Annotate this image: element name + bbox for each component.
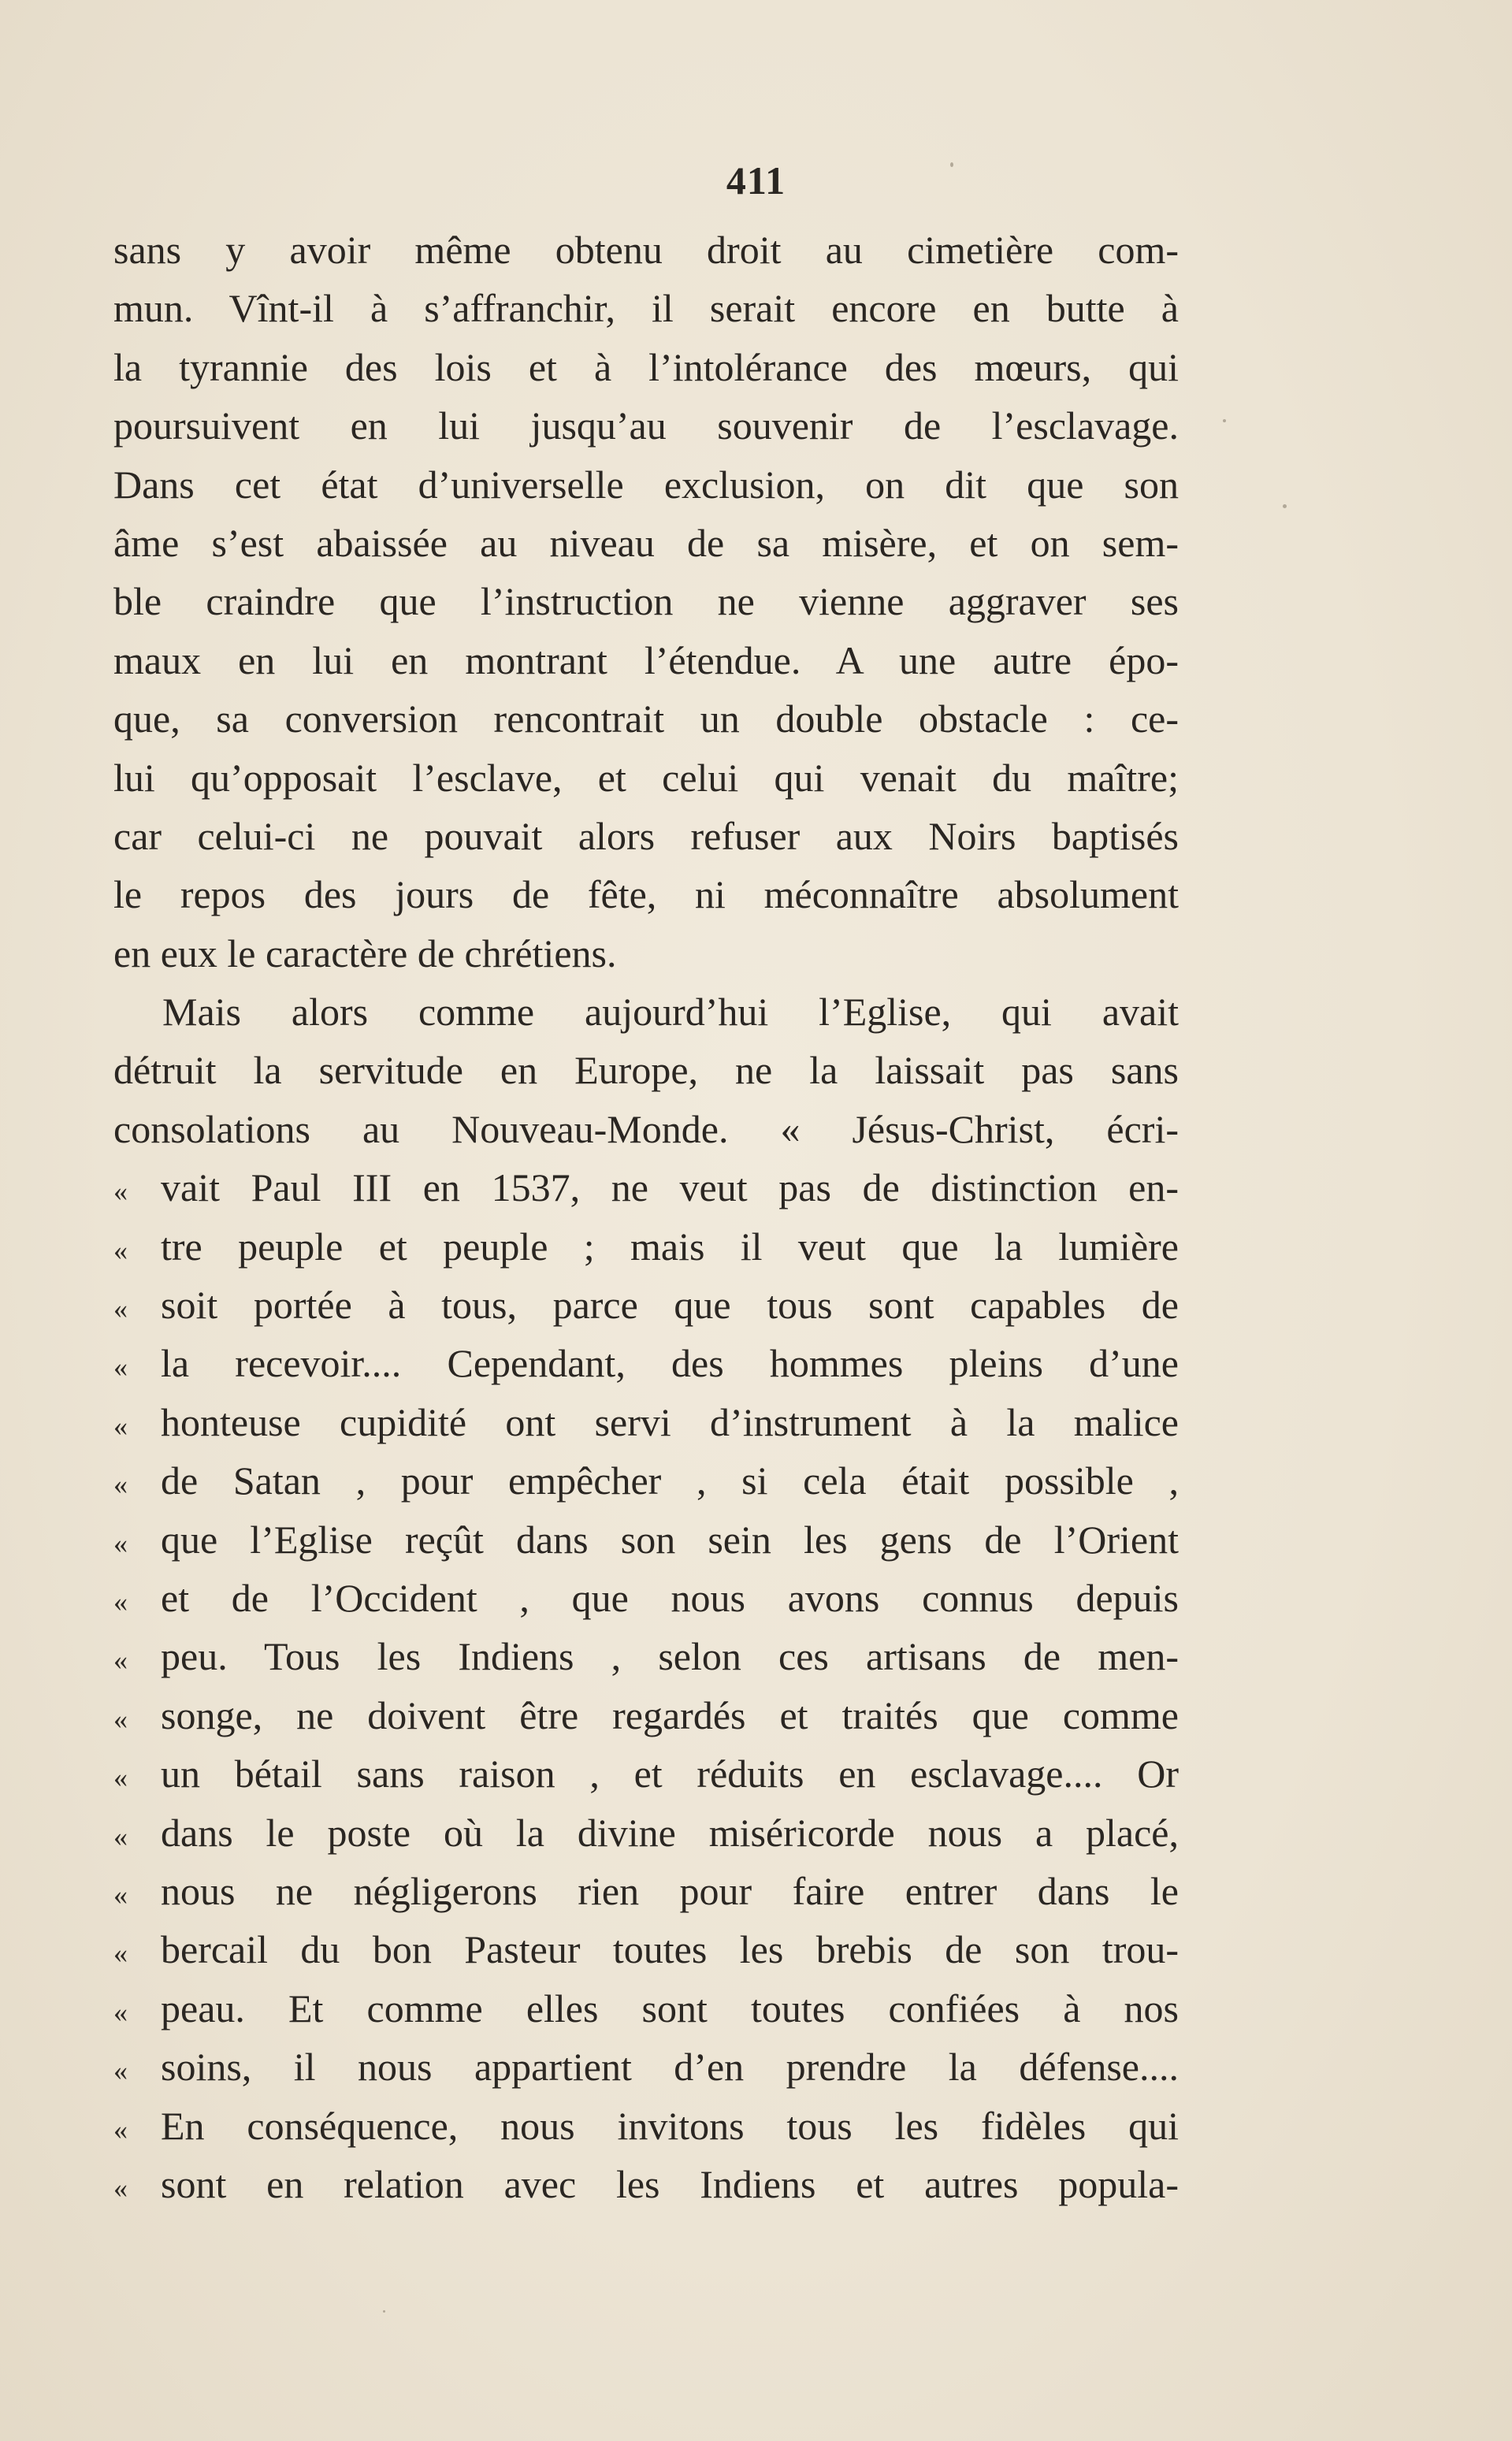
- text-line: ble craindre que l’instruction ne vienne aggraver ses: [113, 579, 1179, 624]
- paper-speck: [1223, 419, 1226, 422]
- quote-text: dans le poste où la divine miséricorde nous a placé,: [161, 1810, 1179, 1855]
- quote-line: [113, 1393, 1179, 1451]
- guillemet-mark: «: [113, 1644, 128, 1677]
- paper-speck: [1283, 504, 1287, 508]
- paragraph-1: [113, 221, 1179, 983]
- guillemet-mark: «: [113, 1938, 128, 1970]
- quote-text: et de l’Occident , que nous avons connus depuis: [161, 1575, 1179, 1620]
- text-line: consolations au Nouveau-Monde. « Jésus-Christ, écri-: [113, 1106, 1179, 1151]
- guillemet-mark: «: [113, 1234, 128, 1266]
- guillemet-mark: «: [113, 1176, 128, 1208]
- guillemet-mark: «: [113, 1762, 128, 1794]
- paragraph-2: [113, 983, 1179, 2213]
- quote-line: [113, 2097, 1179, 2155]
- guillemet-mark: «: [113, 1820, 128, 1852]
- text-line: mun. Vînt-il à s’affranchir, il serait encore en butte à: [113, 286, 1179, 331]
- quote-text: songe, ne doivent être regardés et traités que comme: [161, 1692, 1179, 1737]
- quote-line: [113, 1158, 1179, 1217]
- quote-line: [113, 1334, 1179, 1392]
- text-line: poursuivent en lui jusqu’au souvenir de l’esclavage.: [113, 403, 1179, 448]
- quote-text: bercail du bon Pasteur toutes les brebis de son trou-: [161, 1927, 1179, 1972]
- quote-line: [113, 1451, 1179, 1510]
- guillemet-mark: «: [113, 1293, 128, 1325]
- quote-line: [113, 2155, 1179, 2213]
- guillemet-mark: «: [113, 1996, 128, 2028]
- text-line: le repos des jours de fête, ni méconnaître absolument: [113, 872, 1179, 917]
- quote-line: [113, 1686, 1179, 1744]
- guillemet-mark: «: [113, 1351, 128, 1384]
- text-line: en eux le caractère de chrétiens.: [113, 931, 617, 975]
- papal-quotation: [113, 1158, 1179, 2213]
- text-line: la tyrannie des lois et à l’intolérance des mœurs, qui: [113, 344, 1179, 389]
- quote-text: tre peuple et peuple ; mais il veut que la lumière: [161, 1224, 1179, 1269]
- quote-line: [113, 1627, 1179, 1685]
- page-number: 411: [726, 158, 786, 202]
- paper-speck: [383, 2310, 385, 2313]
- text-line: maux en lui en montrant l’étendue. A une autre épo-: [113, 637, 1179, 682]
- quote-text: honteuse cupidité ont servi d’instrument à la malice: [161, 1399, 1179, 1444]
- guillemet-mark: «: [113, 2172, 128, 2204]
- quote-text: de Satan , pour empêcher , si cela était possible ,: [161, 1458, 1179, 1503]
- guillemet-mark: «: [113, 1703, 128, 1735]
- quote-text: que l’Eglise reçût dans son sein les gens de l’Orient: [161, 1517, 1179, 1562]
- guillemet-mark: «: [113, 1878, 128, 1911]
- quote-line: [113, 1276, 1179, 1334]
- quote-line: [113, 1744, 1179, 1803]
- quote-text: sont en relation avec les Indiens et autres popula-: [161, 2161, 1179, 2206]
- quote-line: [113, 1569, 1179, 1627]
- quote-text: soins, il nous appartient d’en prendre la défense....: [161, 2045, 1179, 2090]
- text-line: car celui-ci ne pouvait alors refuser aux Noirs baptisés: [113, 813, 1179, 858]
- quote-line: [113, 1804, 1179, 1862]
- guillemet-mark: «: [113, 2113, 128, 2146]
- quote-text: vait Paul III en 1537, ne veut pas de distinction en-: [161, 1165, 1179, 1210]
- text-line: détruit la servitude en Europe, ne la laissait pas sans: [113, 1048, 1179, 1093]
- text-line: que, sa conversion rencontrait un double obstacle : ce-: [113, 697, 1179, 741]
- guillemet-mark: «: [113, 2055, 128, 2087]
- text-line: lui qu’opposait l’esclave, et celui qui venait du maître;: [113, 755, 1179, 800]
- guillemet-mark: «: [113, 1527, 128, 1559]
- text-line: sans y avoir même obtenu droit au cimetière com-: [113, 228, 1179, 272]
- quote-text: En conséquence, nous invitons tous les fidèles qui: [161, 2103, 1179, 2148]
- quote-line: [113, 1510, 1179, 1569]
- guillemet-mark: «: [113, 1585, 128, 1618]
- guillemet-mark: «: [113, 1410, 128, 1442]
- body-text: [113, 221, 1179, 2213]
- quote-text: la recevoir.... Cependant, des hommes pleins d’une: [161, 1341, 1179, 1386]
- quote-text: un bétail sans raison , et réduits en esclavage.... Or: [161, 1752, 1179, 1796]
- quote-line: [113, 1979, 1179, 2038]
- quote-text: nous ne négligerons rien pour faire entrer dans le: [161, 1868, 1179, 1913]
- text-line: âme s’est abaissée au niveau de sa misère, et on sem-: [113, 520, 1179, 565]
- quote-text: peau. Et comme elles sont toutes confiées à nos: [161, 1986, 1179, 2030]
- quote-text: soit portée à tous, parce que tous sont capables de: [161, 1283, 1179, 1328]
- quote-line: [113, 1862, 1179, 1920]
- quote-text: peu. Tous les Indiens , selon ces artisans de men-: [161, 1634, 1179, 1679]
- guillemet-mark: «: [113, 1469, 128, 1501]
- text-line: Dans cet état d’universelle exclusion, on dit que son: [113, 462, 1179, 507]
- quote-line: [113, 2038, 1179, 2096]
- quote-line: [113, 1920, 1179, 1978]
- text-line: Mais alors comme aujourd’hui l’Eglise, qui avait: [162, 990, 1179, 1035]
- paper-speck: [950, 162, 953, 167]
- quote-line: [113, 1217, 1179, 1276]
